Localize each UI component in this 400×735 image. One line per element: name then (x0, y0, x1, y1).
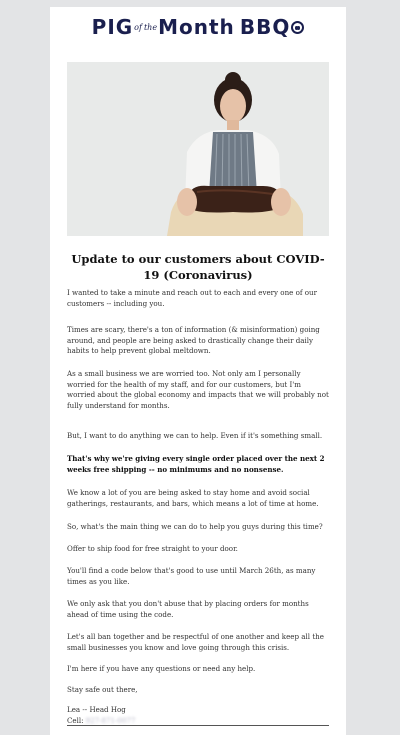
paragraph-code: You'll find a code below that's good to use until March 26th, as many times as you like. (67, 566, 316, 586)
logo-word-of: of (134, 22, 142, 32)
paragraph-dont-abuse: We only ask that you don't abuse that by placing orders for months ahead of time using the code. (67, 599, 309, 619)
cell-number[interactable]: 927-871-0077 (85, 716, 136, 725)
email-card (50, 7, 346, 735)
logo-word-month: Month (158, 15, 235, 39)
footer-divider (67, 725, 329, 726)
signature-name: Lea -- Head Hog (67, 705, 126, 714)
email-title: Update to our customers about COVID-19 (Coronavirus) (71, 252, 325, 282)
hero-photo (67, 62, 329, 236)
paragraph-small-business: As a small business we are worried too. Not only am I personally worried for the health of my staff, and for our customers, but I'm worried about the global economy and impacts that we will probably not fully understand for months. (67, 369, 329, 410)
paragraph-help: But, I want to do anything we can to help. Even if it's something small. (67, 431, 323, 440)
brand-logo[interactable] (50, 15, 346, 51)
pig-snout-icon (291, 21, 304, 34)
logo-word-pig: PIG (91, 15, 134, 39)
paragraph-times-are-scary: Times are scary, there's a ton of information (& misinformation) going around, and people are being asked to drastically change their daily habits to help prevent global meltdown. (67, 325, 320, 356)
person-with-brisket-illustration (67, 62, 329, 236)
paragraph-free-shipping: That's why we're giving every single order placed over the next 2 weeks free shipping -- no minimums and no nonsense. (67, 454, 325, 474)
cell-label: Cell: (67, 716, 84, 725)
paragraph-main-thing: So, what's the main thing we can do to help you guys during this time? (67, 522, 323, 531)
paragraph-intro: I wanted to take a minute and reach out to each and every one of our customers -- including you. (67, 288, 317, 308)
paragraph-questions: I'm here if you have any questions or need any help. (67, 664, 256, 673)
paragraph-ban-together: Let's all ban together and be respectful of one another and keep all the small businesses you know and love going through this crisis. (67, 632, 324, 652)
logo-word-bbq: BBQ (239, 15, 291, 39)
paragraph-offer-ship: Offer to ship food for free straight to your door. (67, 544, 238, 553)
paragraph-stay-home: We know a lot of you are being asked to stay home and avoid social gatherings, restaurants, and bars, which means a lot of time at home. (67, 488, 319, 508)
paragraph-stay-safe: Stay safe out there, (67, 685, 138, 694)
logo-word-the: the (143, 22, 158, 32)
